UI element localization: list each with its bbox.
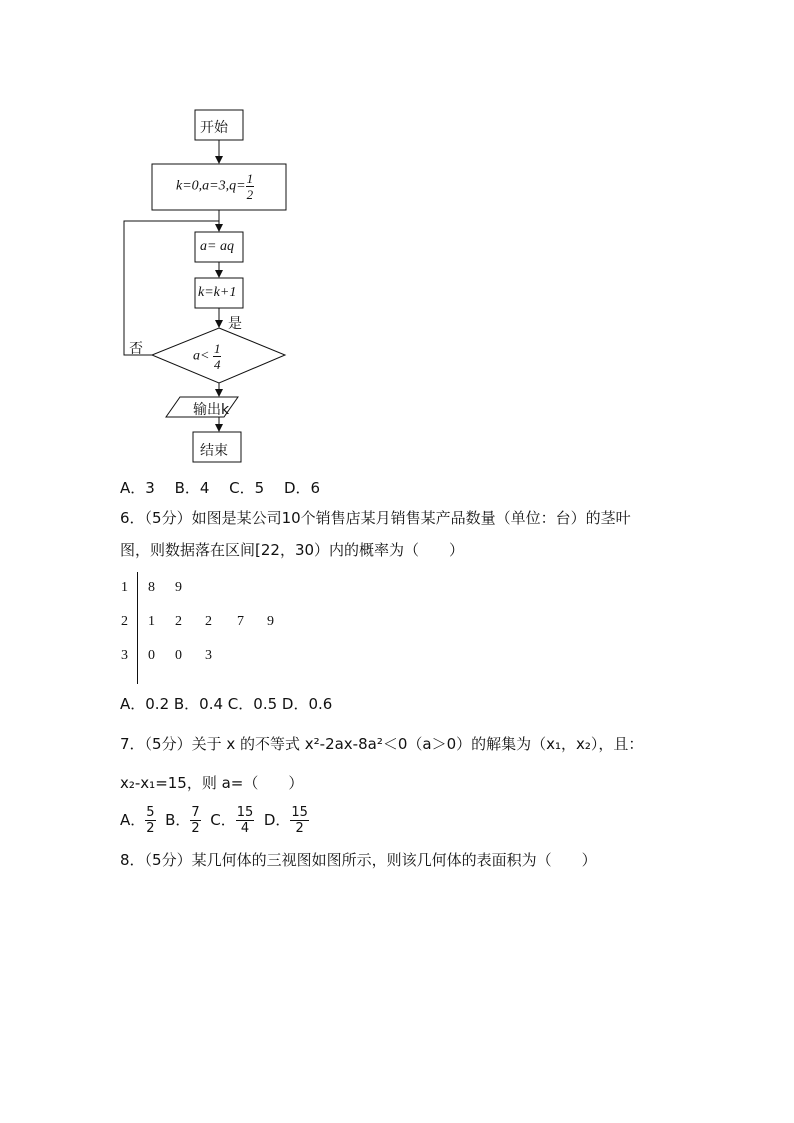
- leaf: 1: [148, 614, 155, 629]
- option-den: 2: [146, 821, 155, 836]
- q6-line2: 图，则数据落在区间[22，30）内的概率为（ ）: [120, 541, 465, 559]
- leaf: 2: [205, 614, 212, 629]
- option-num: 15: [291, 805, 308, 820]
- condition-label: [193, 342, 221, 371]
- leaf: 0: [175, 648, 182, 663]
- q7-option-a: [120, 806, 160, 835]
- option-fraction: [236, 806, 255, 835]
- init-label: [176, 172, 254, 201]
- q7-line1: 7．（5分）关于 x 的不等式 x²-2ax-8a²＜0（a＞0）的解集为（x₁，x₂），且：: [120, 735, 644, 753]
- start-label: 开始: [200, 120, 228, 136]
- leaf: 8: [148, 580, 155, 595]
- q7-line2: x₂-x₁=15，则 a=（ ）: [120, 774, 304, 792]
- flowchart-lines: [0, 0, 794, 480]
- leaf: 2: [175, 614, 182, 629]
- option-den: 4: [240, 821, 250, 836]
- option-label: C．: [210, 811, 236, 829]
- option-num: 15: [236, 805, 254, 820]
- stem-3: 3: [121, 648, 128, 663]
- init-num: 1: [246, 171, 254, 186]
- leaf: 9: [267, 614, 274, 629]
- assign-a-label: a= aq: [200, 239, 234, 254]
- no-label: 否: [129, 341, 143, 357]
- stem-2: 2: [121, 614, 128, 629]
- option-num: 7: [191, 805, 200, 820]
- q7-options: [120, 806, 309, 835]
- leaf: 9: [175, 580, 182, 595]
- option-fraction: [290, 806, 309, 835]
- option-num: 5: [146, 805, 155, 820]
- option-fraction: [190, 806, 200, 835]
- leaf: 7: [237, 614, 244, 629]
- cond-num: 1: [213, 341, 221, 356]
- cond-text: a<: [193, 348, 210, 364]
- init-fraction: [246, 172, 255, 201]
- option-label: A．: [120, 811, 146, 829]
- end-label: 结束: [200, 443, 228, 459]
- option-den: 2: [295, 821, 304, 836]
- cond-den: 4: [213, 357, 221, 372]
- leaf: 0: [148, 648, 155, 663]
- option-fraction: [145, 806, 155, 835]
- q7-option-b: [165, 806, 205, 835]
- q6-options: A．0.2 B．0.4 C．0.5 D．0.6: [120, 695, 333, 713]
- q7-option-c: [210, 806, 259, 835]
- init-text: k=0,a=3,q=: [176, 178, 246, 194]
- q5-options: A．3 B．4 C．5 D．6: [120, 479, 321, 497]
- q8-line1: 8．（5分）某几何体的三视图如图所示，则该几何体的表面积为（ ）: [120, 851, 597, 869]
- stem-1: 1: [121, 580, 128, 595]
- output-label: 输出k: [193, 402, 230, 418]
- q7-option-d: [264, 806, 309, 835]
- option-label: B．: [165, 811, 191, 829]
- cond-fraction: [213, 342, 222, 371]
- assign-k-label: k=k+1: [198, 285, 237, 300]
- stem-divider: [137, 572, 138, 684]
- init-den: 2: [246, 187, 254, 202]
- leaf: 3: [205, 648, 212, 663]
- option-label: D．: [263, 811, 291, 829]
- q6-line1: 6．（5分）如图是某公司10个销售店某月销售某产品数量（单位：台）的茎叶: [120, 509, 631, 527]
- yes-label: 是: [228, 316, 242, 332]
- option-den: 2: [191, 821, 200, 836]
